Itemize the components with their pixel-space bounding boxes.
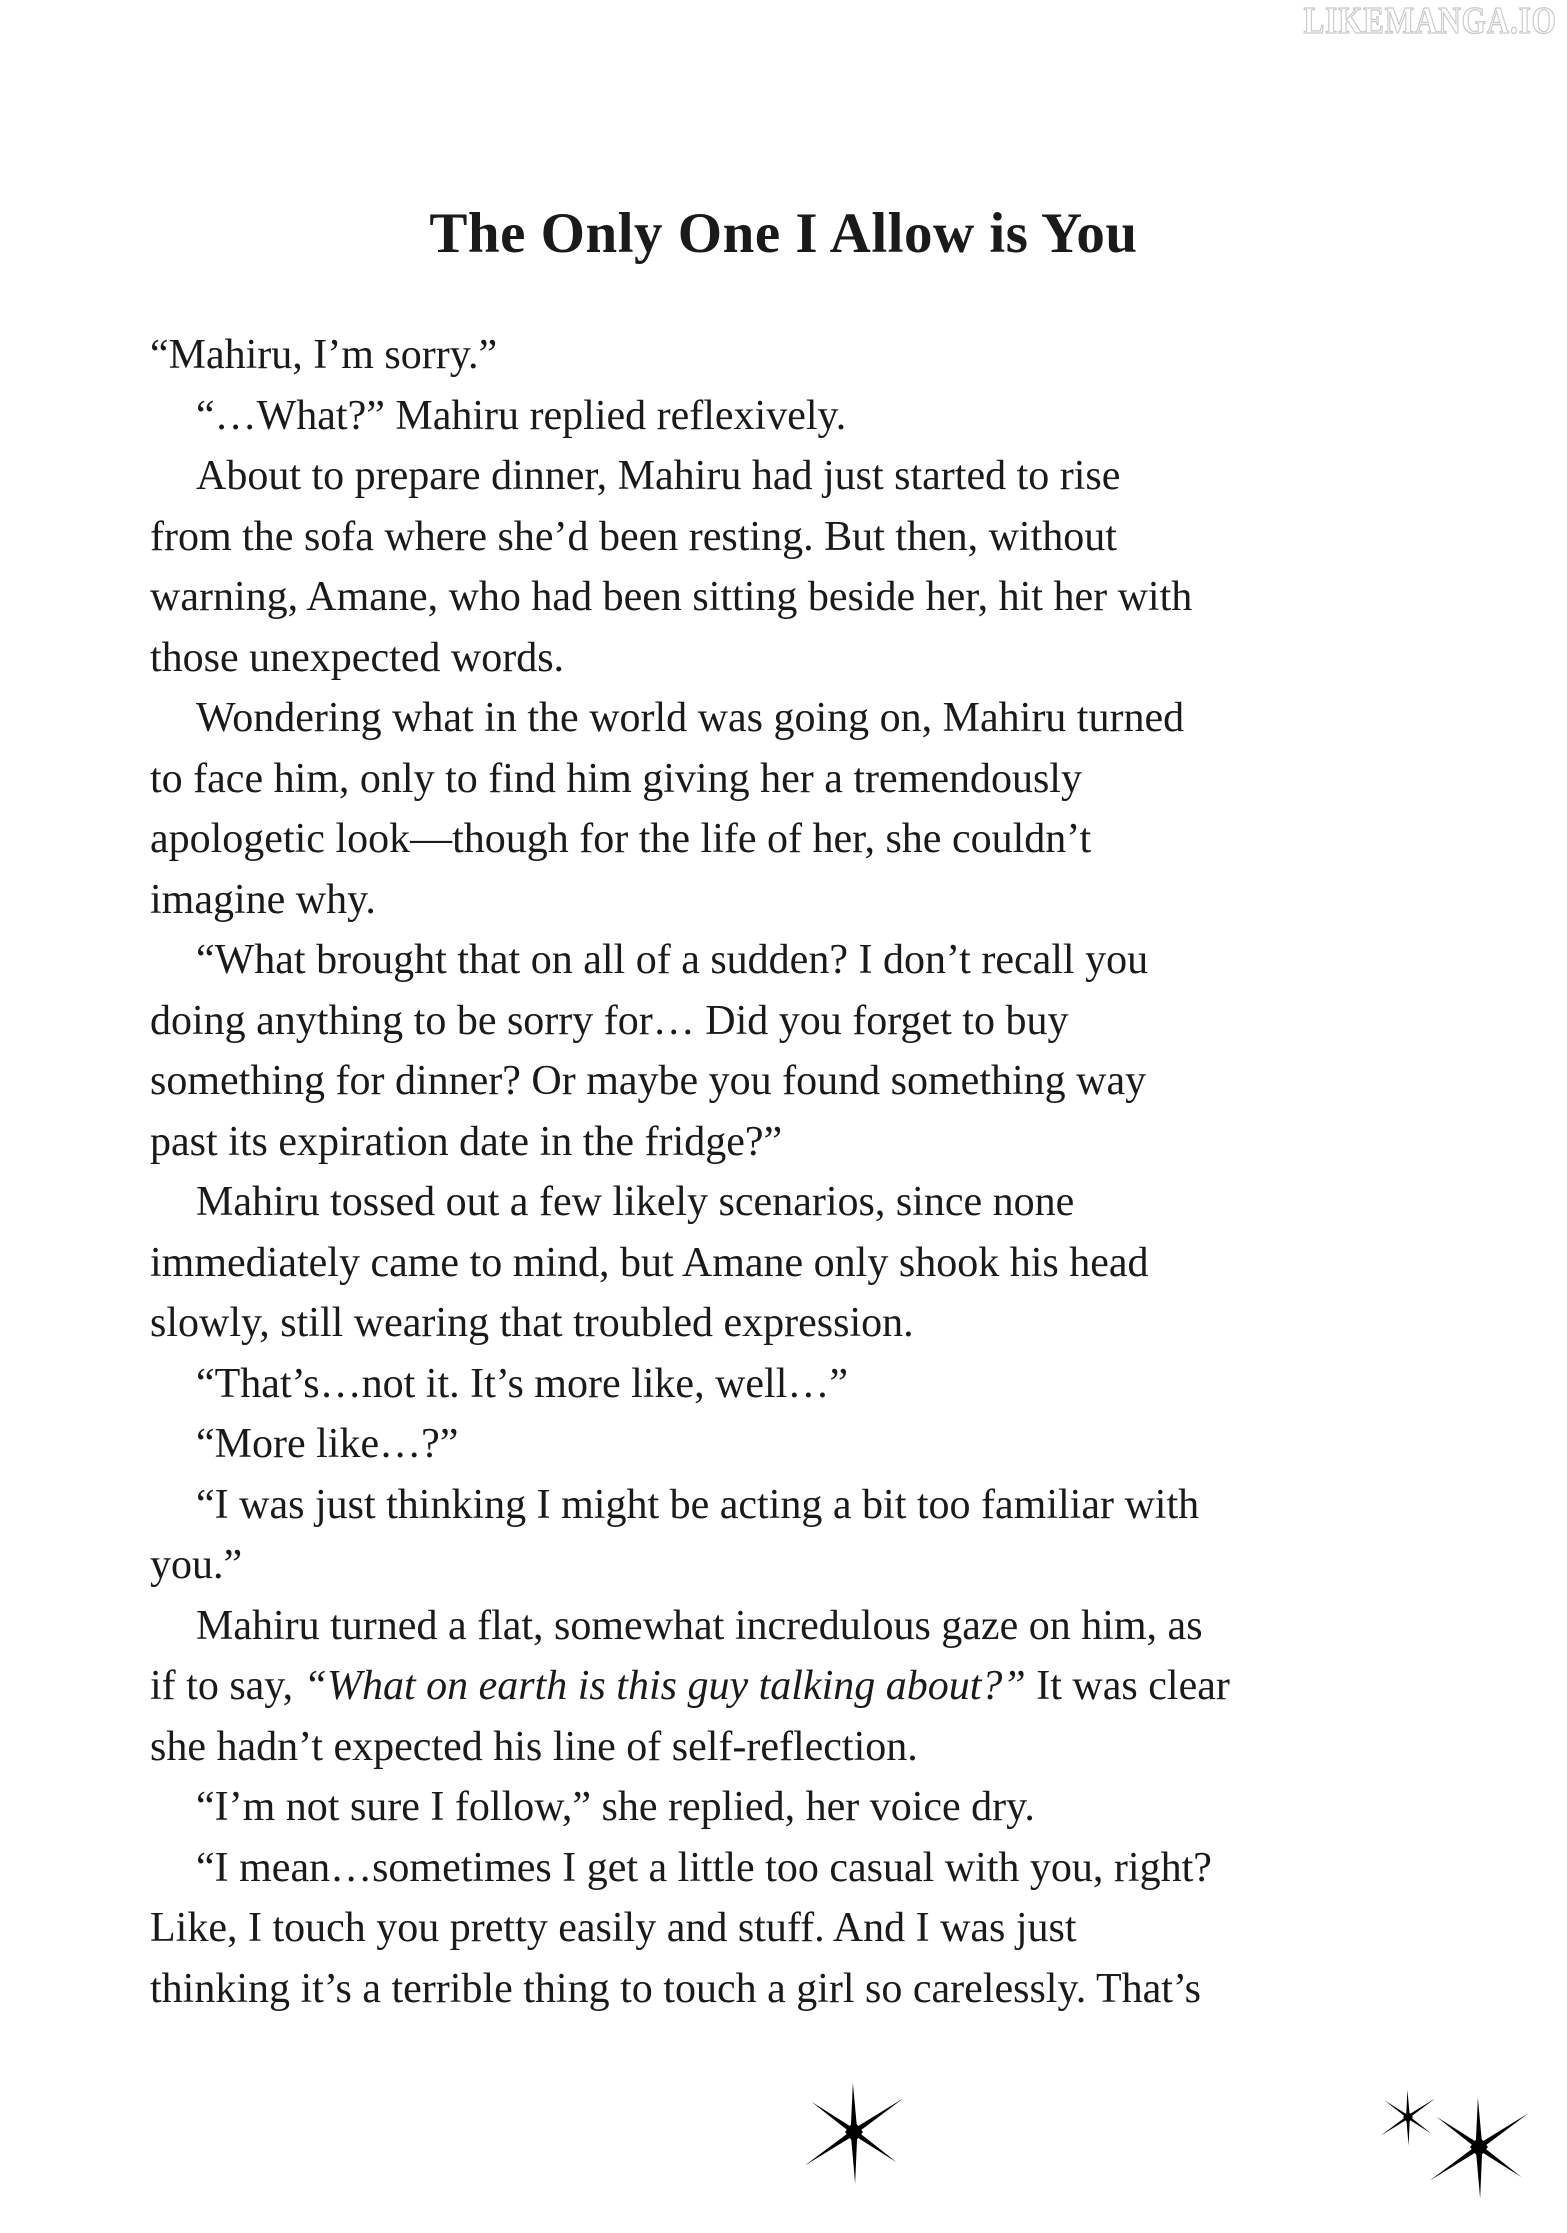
text-line (150, 1596, 1450, 1657)
text-line (150, 1112, 1450, 1173)
text-segment: “I’m not sure I follow,” she replied, her voice dry. (196, 1784, 1035, 1830)
sparkle-icon (1423, 2091, 1535, 2203)
text-segment: slowly, still wearing that troubled expression. (150, 1300, 914, 1346)
text-line (150, 930, 1450, 991)
text-line (150, 809, 1450, 870)
text-line (150, 325, 1450, 386)
text-segment: “…What?” Mahiru replied reflexively. (196, 392, 847, 439)
text-segment: to face him, only to find him giving her a tremendously (150, 755, 1082, 802)
text-segment: “More like…?” (196, 1421, 459, 1467)
text-line (150, 1777, 1450, 1838)
text-segment: those unexpected words. (150, 634, 565, 681)
text-line (150, 446, 1450, 507)
text-segment: if to say, (150, 1663, 304, 1709)
text-segment: imagine why. (150, 876, 376, 923)
text-segment: About to prepare dinner, Mahiru had just started to rise (196, 453, 1121, 499)
body-text (150, 325, 1450, 2019)
text-segment: she hadn’t expected his line of self-reflection. (150, 1723, 918, 1770)
text-line (150, 1959, 1450, 2020)
text-line (150, 991, 1450, 1052)
text-line (150, 1838, 1450, 1899)
text-segment: immediately came to mind, but Amane only shook his head (150, 1239, 1149, 1286)
text-segment: “Mahiru, I’m sorry.” (150, 332, 498, 378)
text-segment: you.” (150, 1542, 243, 1588)
text-line (150, 1475, 1450, 1536)
text-segment: “That’s…not it. It’s more like, well…” (196, 1360, 849, 1407)
text-segment: “What brought that on all of a sudden? I don’t recall you (196, 937, 1149, 983)
text-segment: Like, I touch you pretty easily and stuff. And I was just (150, 1905, 1077, 1951)
text-line (150, 567, 1450, 628)
text-line (150, 1172, 1450, 1233)
text-line (150, 1233, 1450, 1294)
text-line (150, 1293, 1450, 1354)
sparkle-icon (798, 2076, 910, 2188)
text-segment: warning, Amane, who had been sitting beside her, hit her with (150, 574, 1193, 620)
text-line (150, 1898, 1450, 1959)
text-line (150, 1354, 1450, 1415)
text-segment: thinking it’s a terrible thing to touch a girl so carelessly. That’s (150, 1965, 1201, 2012)
text-line (150, 1535, 1450, 1596)
text-line (150, 507, 1450, 568)
text-line (150, 749, 1450, 810)
text-line (150, 1717, 1450, 1778)
site-watermark: LIKEMANGA.IO (1303, 0, 1557, 42)
italic-text-segment: “What on earth is this guy talking about?” (303, 1663, 1026, 1709)
chapter-title: The Only One I Allow is You (429, 202, 1138, 265)
text-segment: apologetic look—though for the life of her, she couldn’t (150, 816, 1092, 862)
text-segment: Wondering what in the world was going on, Mahiru turned (196, 695, 1185, 741)
text-segment: “I mean…sometimes I get a little too casual with you, right? (196, 1844, 1212, 1891)
text-line (150, 1656, 1450, 1717)
text-line (150, 688, 1450, 749)
text-segment: from the sofa where she’d been resting. But then, without (150, 513, 1117, 560)
text-segment: “I was just thinking I might be acting a bit too familiar with (196, 1481, 1200, 1528)
text-segment: past its expiration date in the fridge?” (150, 1118, 783, 1165)
text-segment: doing anything to be sorry for… Did you forget to buy (150, 997, 1069, 1044)
text-segment: something for dinner? Or maybe you found something way (150, 1058, 1147, 1104)
text-segment: Mahiru turned a flat, somewhat incredulous gaze on him, as (196, 1602, 1203, 1649)
text-segment: It was clear (1025, 1663, 1230, 1709)
text-line (150, 1414, 1450, 1475)
text-segment: Mahiru tossed out a few likely scenarios, since none (196, 1179, 1075, 1225)
text-line (150, 386, 1450, 447)
text-line (150, 628, 1450, 689)
text-line (150, 1051, 1450, 1112)
text-line (150, 870, 1450, 931)
